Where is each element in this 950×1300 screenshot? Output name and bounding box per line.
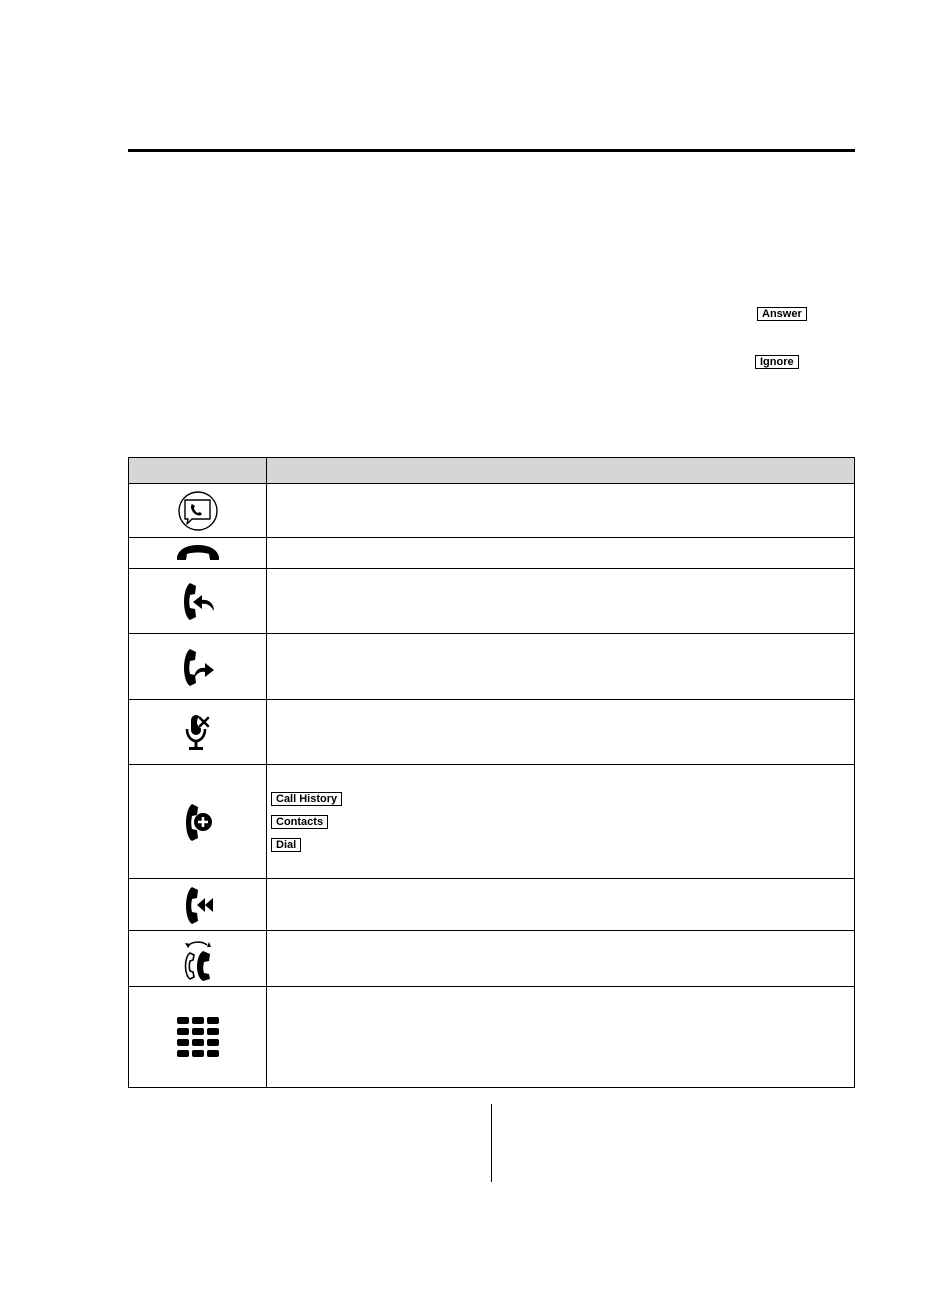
table-row [129, 931, 855, 987]
page-center-divider [491, 1104, 492, 1182]
phone-double-arrow-icon [180, 885, 216, 925]
table-row [129, 700, 855, 765]
icon-cell [129, 484, 267, 538]
phone-add-icon [180, 802, 216, 842]
table-row [129, 987, 855, 1088]
contacts-key-label: Contacts [271, 815, 328, 829]
icon-cell [129, 931, 267, 987]
icon-cell [129, 634, 267, 700]
table-row [129, 569, 855, 634]
icon-cell [129, 538, 267, 569]
table-header-row [129, 458, 855, 484]
icon-cell [129, 879, 267, 931]
description-cell [267, 538, 855, 569]
description-cell [267, 765, 855, 879]
keypad-icon [177, 1017, 219, 1057]
description-cell [267, 700, 855, 765]
icon-cell [129, 700, 267, 765]
table-row [129, 879, 855, 931]
phone-swap-icon [180, 937, 216, 981]
description-cell [267, 569, 855, 634]
table-header-description [267, 458, 855, 484]
description-cell [267, 931, 855, 987]
page-header-rule [128, 149, 855, 152]
call-history-key-label: Call History [271, 792, 342, 806]
icon-cell [129, 987, 267, 1088]
answer-key-label: Answer [757, 307, 807, 321]
description-cell [267, 484, 855, 538]
speech-bubble-phone-icon [176, 491, 220, 531]
description-cell [267, 634, 855, 700]
table-row [129, 765, 855, 879]
hang-up-icon [175, 544, 221, 562]
table-row [129, 538, 855, 569]
table-header-icon [129, 458, 267, 484]
phone-back-arrow-icon [178, 581, 218, 621]
microphone-mute-icon [183, 712, 213, 752]
dial-key-label: Dial [271, 838, 301, 852]
icon-cell [129, 765, 267, 879]
description-cell [267, 879, 855, 931]
ignore-key-label: Ignore [755, 355, 799, 369]
icon-table [128, 457, 855, 1088]
phone-forward-arrow-icon [178, 647, 218, 687]
table-row [129, 484, 855, 538]
description-cell [267, 987, 855, 1088]
table-row [129, 634, 855, 700]
icon-cell [129, 569, 267, 634]
